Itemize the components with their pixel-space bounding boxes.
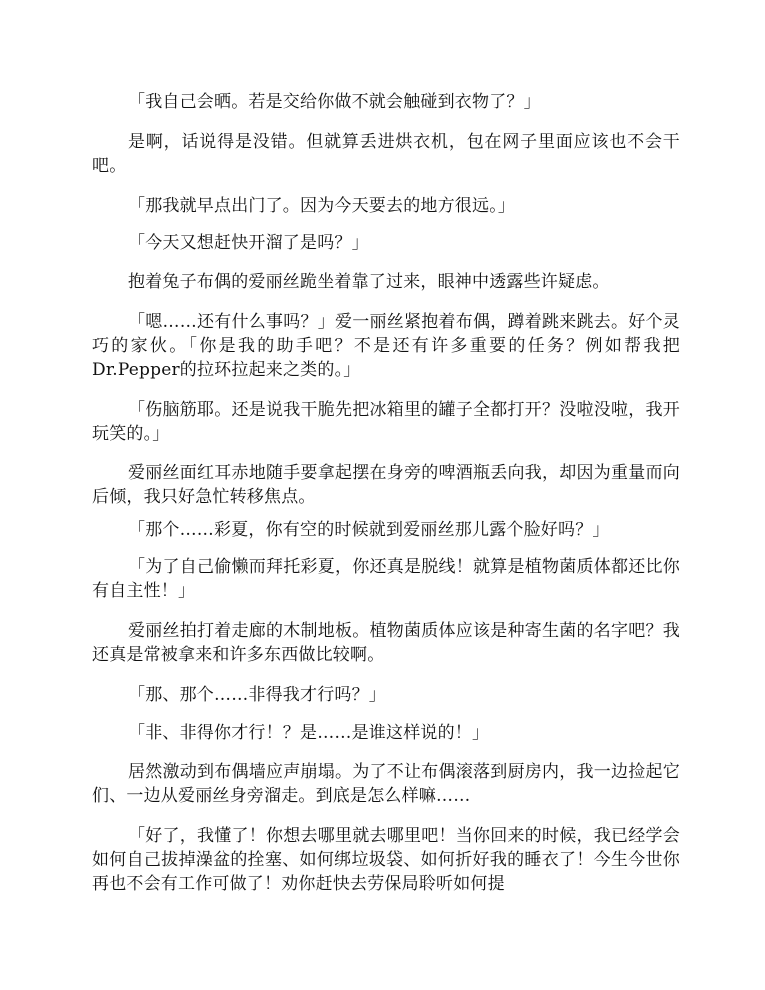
paragraph-3: 「那我就早点出门了。因为今天要去的地方很远。」	[128, 196, 516, 216]
paragraph-13: 「非、非得你才行！？是……是谁这样说的！」	[128, 723, 490, 743]
paragraph-15: 「好了，我懂了！你想去哪里就去哪里吧！当你回来的时候，我已经学会如何自己拔掉澡盆的拴塞、如何绑垃圾袋、如何折好我的睡衣了！今生今世你再也不会有工作可做了！劝你赶快去劳保局聆听如何提	[92, 826, 680, 894]
paragraph-12: 「那、那个……非得我才行吗？」	[128, 685, 386, 705]
paragraph-14: 居然激动到布偶墙应声崩塌。为了不让布偶滚落到厨房内，我一边捡起它们、一边从爱丽丝身旁溜走。到底是怎么样嘛……	[92, 762, 680, 806]
paragraph-1: 「我自己会晒。若是交给你做不就会触碰到衣物了？」	[128, 92, 541, 112]
paragraph-6: 「嗯……还有什么事吗？」爱一丽丝紧抱着布偶，蹲着跳来跳去。好个灵巧的家伙。「你是我的助手吧？不是还有许多重要的任务？例如帮我把Dr.Pepper的拉环拉起来之类的。」	[92, 312, 680, 380]
paragraph-11: 爱丽丝拍打着走廊的木制地板。植物菌质体应该是种寄生菌的名字吧？我还真是常被拿来和许多东西做比较啊。	[92, 621, 680, 665]
paragraph-5: 抱着兔子布偶的爱丽丝跪坐着靠了过来，眼神中透露些许疑虑。	[128, 272, 610, 292]
paragraph-8: 爱丽丝面红耳赤地随手要拿起摆在身旁的啤酒瓶丢向我，却因为重量而向后倾，我只好急忙转移焦点。	[92, 463, 680, 507]
paragraph-9: 「那个……彩夏，你有空的时候就到爱丽丝那儿露个脸好吗？」	[128, 520, 610, 540]
paragraph-10: 「为了自己偷懒而拜托彩夏，你还真是脱线！就算是植物菌质体都还比你有自主性！」	[92, 557, 680, 601]
paragraph-4: 「今天又想赶快开溜了是吗？」	[128, 233, 369, 253]
paragraph-7: 「伤脑筋耶。还是说我干脆先把冰箱里的罐子全都打开？没啦没啦，我开玩笑的。」	[92, 400, 680, 444]
paragraph-2: 是啊，话说得是没错。但就算丢进烘衣机，包在网子里面应该也不会干吧。	[92, 132, 680, 176]
